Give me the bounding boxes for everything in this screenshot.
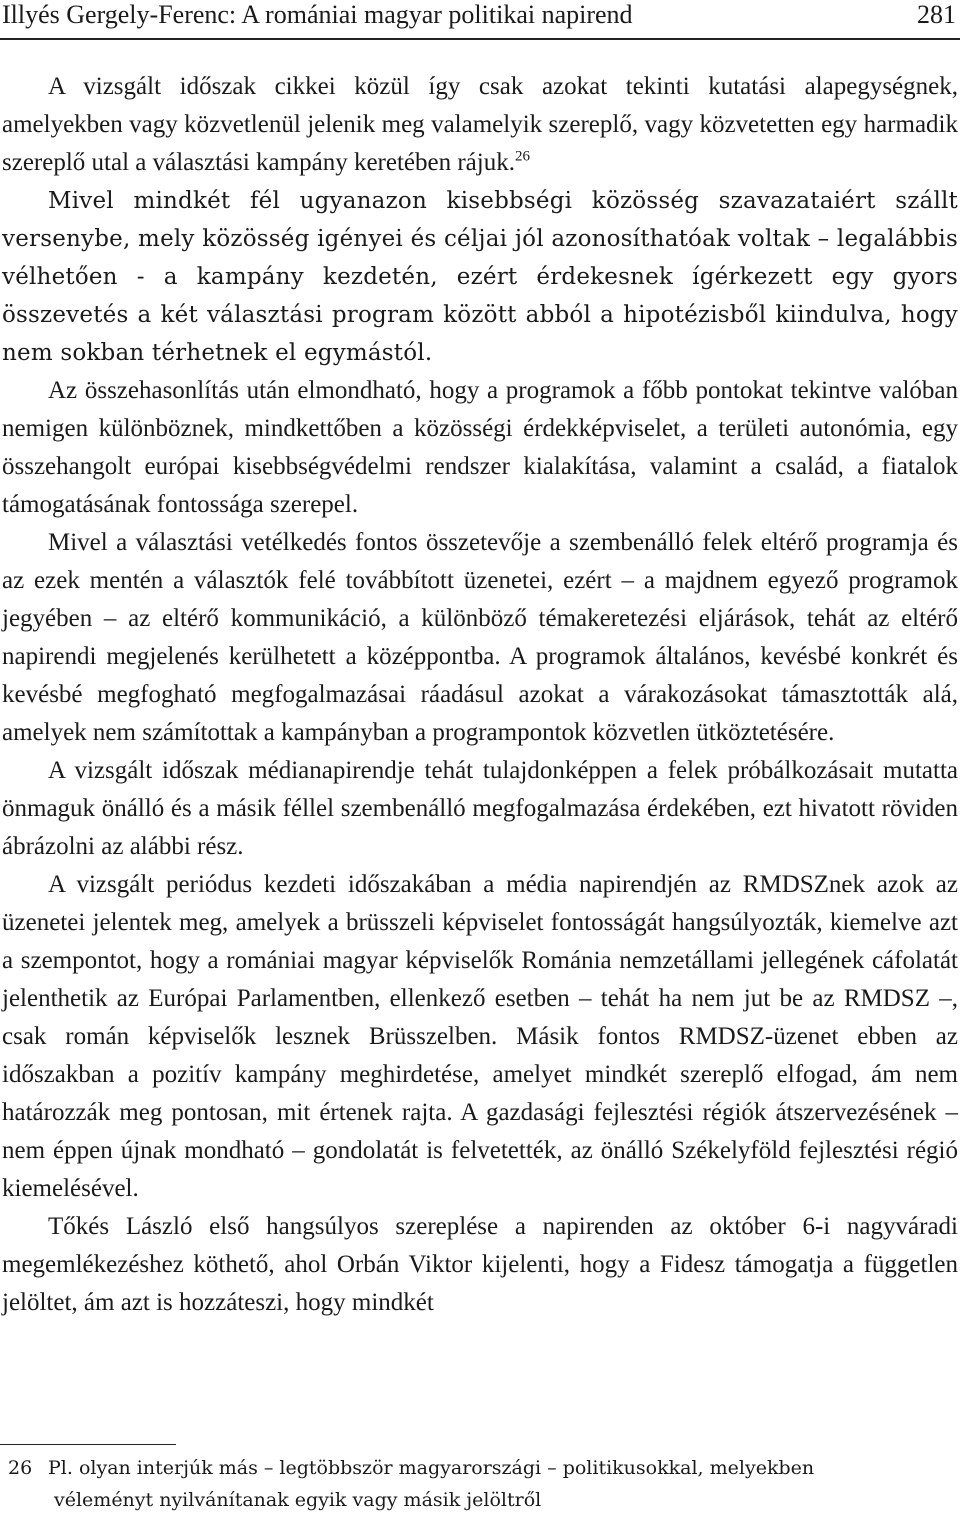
paragraph-4: Mivel a választási vetélkedés fontos összetevője a szembenálló felek eltérő programja és az ezek mentén a választók felé továbbított üzenetei, ezért – a majdnem egyező programok jegyében – az eltérő kommunikáció, a különböző témakeretezési eljárások, tehát az eltérő napirendi megjelenés kerülhetett a középpontba. A programok általános, kevésbé konkrét és kevésbé megfogható megfogalmazásai ráadásul azokat a várakozásokat támasztották alá, amelyek nem számítottak a kampányban a programpontok közvetlen ütköztetésére. xyxy=(2,529,958,746)
paragraph-1: A vizsgált időszak cikkei közül így csak azokat tekinti kutatási alapegységnek, amelyekben vagy közvetlenül jelenik meg valamelyik szereplő, vagy közvetetten egy harmadik szereplő utal a választási kampány keretében rájuk.$^{26}$ xyxy=(2,73,958,176)
header-rule xyxy=(0,38,960,40)
running-title: Illyés Gergely-Ferenc: A romániai magyar politikai napirend xyxy=(2,0,633,29)
paragraph-6: A vizsgált periódus kezdeti időszakában a média napirendjén az RMDSZnek azok az üzenetei jelentek meg, amelyek a brüsszeli képviselet fontosságát hangsúlyozták, kiemelve azt a szempontot, hogy a romániai magyar képviselők Románia nemzetállami jellegének cáfolatát jelenthetik az Európai Parlamentben, ellenkező esetben – tehát ha nem jut be az RMDSZ –, csak román képviselők lesznek Brüsszelben. Másik fontos RMDSZ-üzenet ebben az időszakban a pozitív kampány meghirdetése, amelyet mindkét szereplő elfogad, ám nem határozzák meg pontosan, mit értenek rajta. A gazdasági fejlesztési régiók átszervezésének – nem éppen újnak mondható – gondolatát is felvetették, az önálló Székelyföld fejlesztési régió kiemelésével. xyxy=(2,871,958,1202)
footnote-line-1: 26 Pl. olyan interjúk más – legtöbbször magyarországi – politikusokkal, melyekben xyxy=(8,1452,958,1484)
footnote-ref[interactable]: 26 xyxy=(514,148,530,165)
footnote-rule xyxy=(0,1444,176,1445)
footnote-number: 26 xyxy=(8,1457,33,1479)
paragraph-7: Tőkés László első hangsúlyos szereplése a napirenden az október 6-i nagyváradi megemlékezéshez köthető, ahol Orbán Viktor kijelenti, hogy a Fidesz támogatja a független jelöltet, ám azt is hozzáteszi, hogy mindkét xyxy=(2,1213,958,1316)
body-text xyxy=(2,68,958,1322)
paragraph-2: Mivel mindkét fél ugyanazon kisebbségi közösség szavazataiért szállt versenybe, mely közösség igényei és céljai jól azonosíthatóak voltak – legalábbis vélhetően - a kampány kezdetén, ezért érdekesnek ígérkezett egy gyors összevetés a két választási program között abból a hipotézisből kiindulva, hogy nem sokban térhetnek el egymástól. xyxy=(2,188,958,366)
running-header xyxy=(2,0,956,34)
footnote-line-2: véleményt nyilvánítanak egyik vagy másik jelöltről xyxy=(54,1489,542,1511)
paragraph-3: Az összehasonlítás után elmondható, hogy a programok a főbb pontokat tekintve valóban nemigen különböznek, mindkettőben a közösségi érdekképviselet, a területi autonómia, egy összehangolt európai kisebbségvédelmi rendszer kialakítása, valamint a család, a fiatalok támogatásának fontossága szerepel. xyxy=(2,377,958,518)
footnote xyxy=(8,1452,958,1516)
page-number: 281 xyxy=(917,0,956,29)
paragraph-5: A vizsgált időszak médianapirendje tehát tulajdonképpen a felek próbálkozásait mutatta önmaguk önálló és a másik féllel szembenálló megfogalmazása érdekében, ezt hivatott röviden ábrázolni az alábbi rész. xyxy=(2,757,958,860)
